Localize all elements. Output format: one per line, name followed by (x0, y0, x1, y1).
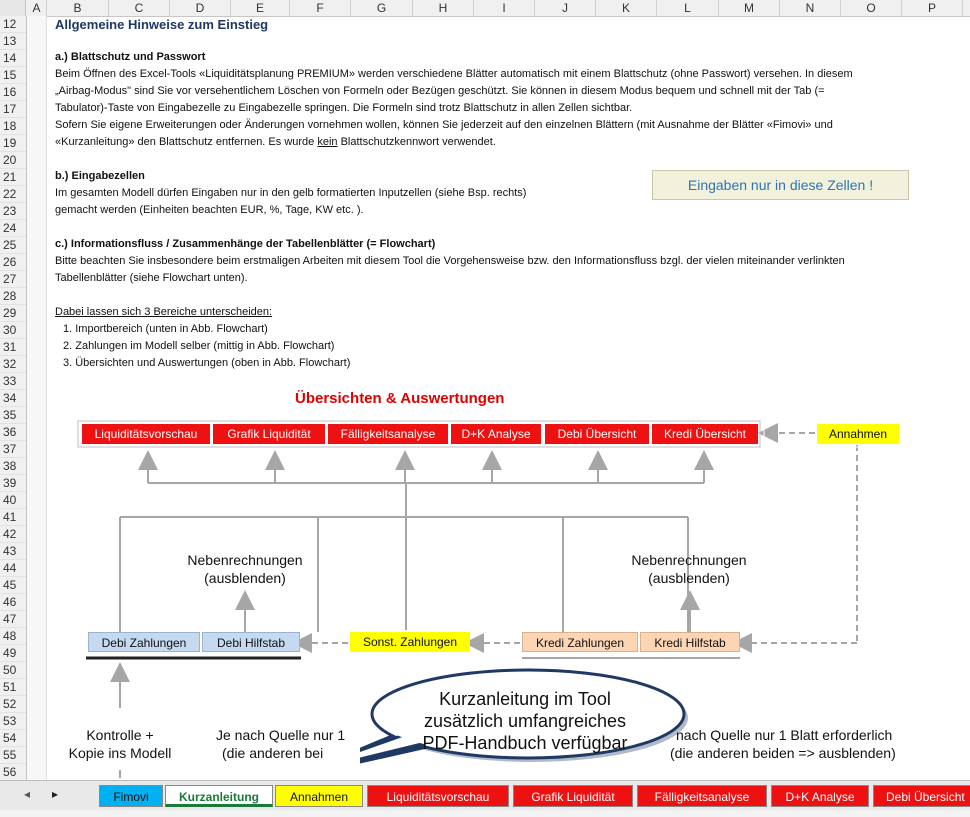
row-header[interactable]: 50 (0, 662, 26, 679)
section-c-line-2: Tabellenblätter (siehe Flowchart unten). (55, 272, 248, 284)
row-header[interactable]: 18 (0, 118, 26, 135)
column-header-i[interactable]: I (474, 0, 535, 16)
row-header[interactable]: 51 (0, 679, 26, 696)
quelle-mid-line-1: Je nach Quelle nur 1 (216, 727, 346, 743)
section-a-line-1: Beim Öffnen des Excel-Tools «Liquiditätsplanung PREMIUM» werden verschiedene Blätter automatisch mit einem Blattschutz (ohne Passwort) versehen. In diesem (55, 68, 853, 80)
row-header[interactable]: 24 (0, 220, 26, 237)
quelle-right-line-2: (die anderen beiden => ausblenden) (670, 745, 896, 761)
flow-box-liquiditaetsvorschau: Liquiditätsvorschau (82, 424, 210, 444)
row-header[interactable]: 22 (0, 186, 26, 203)
column-header-a[interactable]: A (27, 0, 47, 16)
row-header[interactable]: 12 (0, 16, 26, 33)
row-header[interactable]: 48 (0, 628, 26, 645)
column-header-c[interactable]: C (109, 0, 170, 16)
status-strip (0, 810, 970, 817)
column-header-o[interactable]: O (841, 0, 902, 16)
tab-fimovi[interactable]: Fimovi (99, 785, 163, 807)
row-header[interactable]: 38 (0, 458, 26, 475)
row-header[interactable]: 33 (0, 373, 26, 390)
flow-box-sonst-zahlungen: Sonst. Zahlungen (350, 632, 470, 652)
column-header-f[interactable]: F (290, 0, 351, 16)
row-header[interactable]: 53 (0, 713, 26, 730)
row-header[interactable]: 29 (0, 305, 26, 322)
quelle-right-line-1: nach Quelle nur 1 Blatt erforderlich (676, 727, 893, 743)
section-a-line-2: „Airbag-Modus" sind Sie vor versehentlichem Löschen von Formeln oder Bezügen geschützt. Sie können in diesem Modus bequem und schnell mit der Tab (= (55, 85, 825, 97)
section-c-subheading: Dabei lassen sich 3 Bereiche unterscheiden: (55, 306, 273, 318)
callout-line-2: zusätzlich umfangreiches (423, 711, 627, 731)
section-c-item-3: 3. Übersichten und Auswertungen (oben in Abb. Flowchart) (63, 357, 351, 369)
row-header[interactable]: 15 (0, 67, 26, 84)
section-a-line-5-kein: kein (317, 136, 338, 148)
row-header[interactable]: 30 (0, 322, 26, 339)
row-header[interactable]: 45 (0, 577, 26, 594)
tab-annahmen[interactable]: Annahmen (275, 785, 363, 807)
column-header-g[interactable]: G (351, 0, 413, 16)
row-header[interactable]: 37 (0, 441, 26, 458)
column-header-j[interactable]: J (535, 0, 596, 16)
input-cell-example[interactable]: Eingaben nur in diese Zellen ! (652, 170, 909, 200)
tab-grafik-liquiditaet[interactable]: Grafik Liquidität (513, 785, 633, 807)
row-header[interactable]: 28 (0, 288, 26, 305)
flow-box-annahmen: Annahmen (817, 424, 899, 444)
row-header[interactable]: 14 (0, 50, 26, 67)
section-b-line-1: Im gesamten Modell dürfen Eingaben nur in den gelb formatierten Inputzellen (siehe Bsp. rechts) (55, 187, 527, 199)
row-header[interactable]: 34 (0, 390, 26, 407)
row-header[interactable]: 31 (0, 339, 26, 356)
column-header-h[interactable]: H (413, 0, 474, 16)
flow-box-dk-analyse: D+K Analyse (451, 424, 541, 444)
scroll-right-icon[interactable]: ▸ (52, 787, 59, 801)
flow-box-debi-zahlungen: Debi Zahlungen (88, 632, 200, 652)
row-header[interactable]: 27 (0, 271, 26, 288)
row-header[interactable]: 46 (0, 594, 26, 611)
nebenrechnungen-right-line-2: (ausblenden) (648, 570, 730, 586)
row-header[interactable]: 25 (0, 237, 26, 254)
scroll-left-icon[interactable]: ◂ (24, 787, 31, 801)
flow-box-debi-uebersicht: Debi Übersicht (545, 424, 649, 444)
flow-box-kredi-hilfstab: Kredi Hilfstab (640, 632, 740, 652)
column-header-b[interactable]: B (47, 0, 109, 16)
row-header[interactable]: 35 (0, 407, 26, 424)
tab-kurzanleitung[interactable]: Kurzanleitung (165, 785, 273, 807)
section-c-item-1: 1. Importbereich (unten in Abb. Flowchart) (63, 323, 268, 335)
section-c-line-1: Bitte beachten Sie insbesondere beim erstmaligen Arbeiten mit diesem Tool die Vorgehensweise bzw. den Informationsfluss bzgl. der vielen miteinander verlinkten (55, 255, 845, 267)
row-header[interactable]: 36 (0, 424, 26, 441)
flow-box-kredi-uebersicht: Kredi Übersicht (652, 424, 758, 444)
row-header[interactable]: 39 (0, 475, 26, 492)
column-header-m[interactable]: M (719, 0, 780, 16)
row-header[interactable]: 47 (0, 611, 26, 628)
row-header[interactable]: 17 (0, 101, 26, 118)
column-header-p[interactable]: P (902, 0, 963, 16)
column-header-l[interactable]: L (657, 0, 719, 16)
row-header[interactable]: 32 (0, 356, 26, 373)
callout-line-1: Kurzanleitung im Tool (439, 689, 611, 709)
section-b-line-2: gemacht werden (Einheiten beachten EUR, %, Tage, KW etc. ). (55, 204, 364, 216)
row-header[interactable]: 26 (0, 254, 26, 271)
row-header[interactable]: 13 (0, 33, 26, 50)
row-header[interactable]: 55 (0, 747, 26, 764)
tab-debi-uebersicht[interactable]: Debi Übersicht (873, 785, 970, 807)
flow-box-kredi-zahlungen: Kredi Zahlungen (522, 632, 638, 652)
sheet-tab-bar (0, 780, 970, 811)
section-a-line-4: Sofern Sie eigene Erweiterungen oder Änderungen vornehmen wollen, können Sie jederzeit auf den einzelnen Blättern (mit Ausnahme der Blätter «Fimovi» und (55, 119, 833, 131)
tab-dk-analyse[interactable]: D+K Analyse (771, 785, 869, 807)
nebenrechnungen-right-line-1: Nebenrechnungen (631, 552, 747, 568)
quelle-mid-line-2: (die anderen bei (222, 745, 324, 761)
row-header[interactable]: 23 (0, 203, 26, 220)
row-header[interactable]: 41 (0, 509, 26, 526)
nebenrechnungen-left-line-1: Nebenrechnungen (187, 552, 303, 568)
tab-liquiditaetsvorschau[interactable]: Liquiditätsvorschau (367, 785, 509, 807)
kontrolle-line-2: Kopie ins Modell (68, 745, 172, 761)
row-header[interactable]: 44 (0, 560, 26, 577)
row-header[interactable]: 21 (0, 169, 26, 186)
row-header[interactable]: 16 (0, 84, 26, 101)
flow-box-grafik-liquiditaet: Grafik Liquidität (213, 424, 325, 444)
column-header-k[interactable]: K (596, 0, 657, 16)
column-header-e[interactable]: E (231, 0, 290, 16)
row-header[interactable]: 49 (0, 645, 26, 662)
column-header-d[interactable]: D (170, 0, 231, 16)
row-header[interactable]: 43 (0, 543, 26, 560)
row-header[interactable]: 19 (0, 135, 26, 152)
flowchart-title: Übersichten & Auswertungen (295, 390, 505, 407)
callout-text (395, 688, 655, 754)
nebenrechnungen-left-line-2: (ausblenden) (204, 570, 286, 586)
tab-faelligkeitsanalyse[interactable]: Fälligkeitsanalyse (637, 785, 767, 807)
callout-line-3: PDF-Handbuch verfügbar (422, 733, 628, 753)
row-header[interactable]: 42 (0, 526, 26, 543)
row-header[interactable]: 20 (0, 152, 26, 169)
section-c-item-2: 2. Zahlungen im Modell selber (mittig in Abb. Flowchart) (63, 340, 335, 352)
section-c-heading: c.) Informationsfluss / Zusammenhänge der Tabellenblätter (= Flowchart) (55, 238, 436, 250)
kontrolle-line-1: Kontrolle + (86, 727, 154, 743)
section-a-line-5-part-3: Blattschutzkennwort verwendet. (337, 136, 496, 148)
row-header[interactable]: 54 (0, 730, 26, 747)
section-a-line-3: Tabulator)-Taste von Eingabezelle zu Eingabezelle springen. Die Formeln sind trotz Blattschutz in allen Zellen sichtbar. (55, 102, 633, 114)
row-header[interactable]: 52 (0, 696, 26, 713)
section-a-heading: a.) Blattschutz und Passwort (55, 51, 206, 63)
row-header[interactable]: 56 (0, 764, 26, 781)
section-b-heading: b.) Eingabezellen (55, 170, 145, 182)
flow-box-debi-hilfstab: Debi Hilfstab (202, 632, 300, 652)
page-title: Allgemeine Hinweise zum Einstieg (55, 17, 269, 32)
column-header-n[interactable]: N (780, 0, 841, 16)
section-a-line-5-part-1: «Kurzanleitung» den Blattschutz entfernen. Es wurde (55, 136, 318, 148)
flow-box-faelligkeitsanalyse: Fälligkeitsanalyse (328, 424, 448, 444)
row-header[interactable]: 40 (0, 492, 26, 509)
